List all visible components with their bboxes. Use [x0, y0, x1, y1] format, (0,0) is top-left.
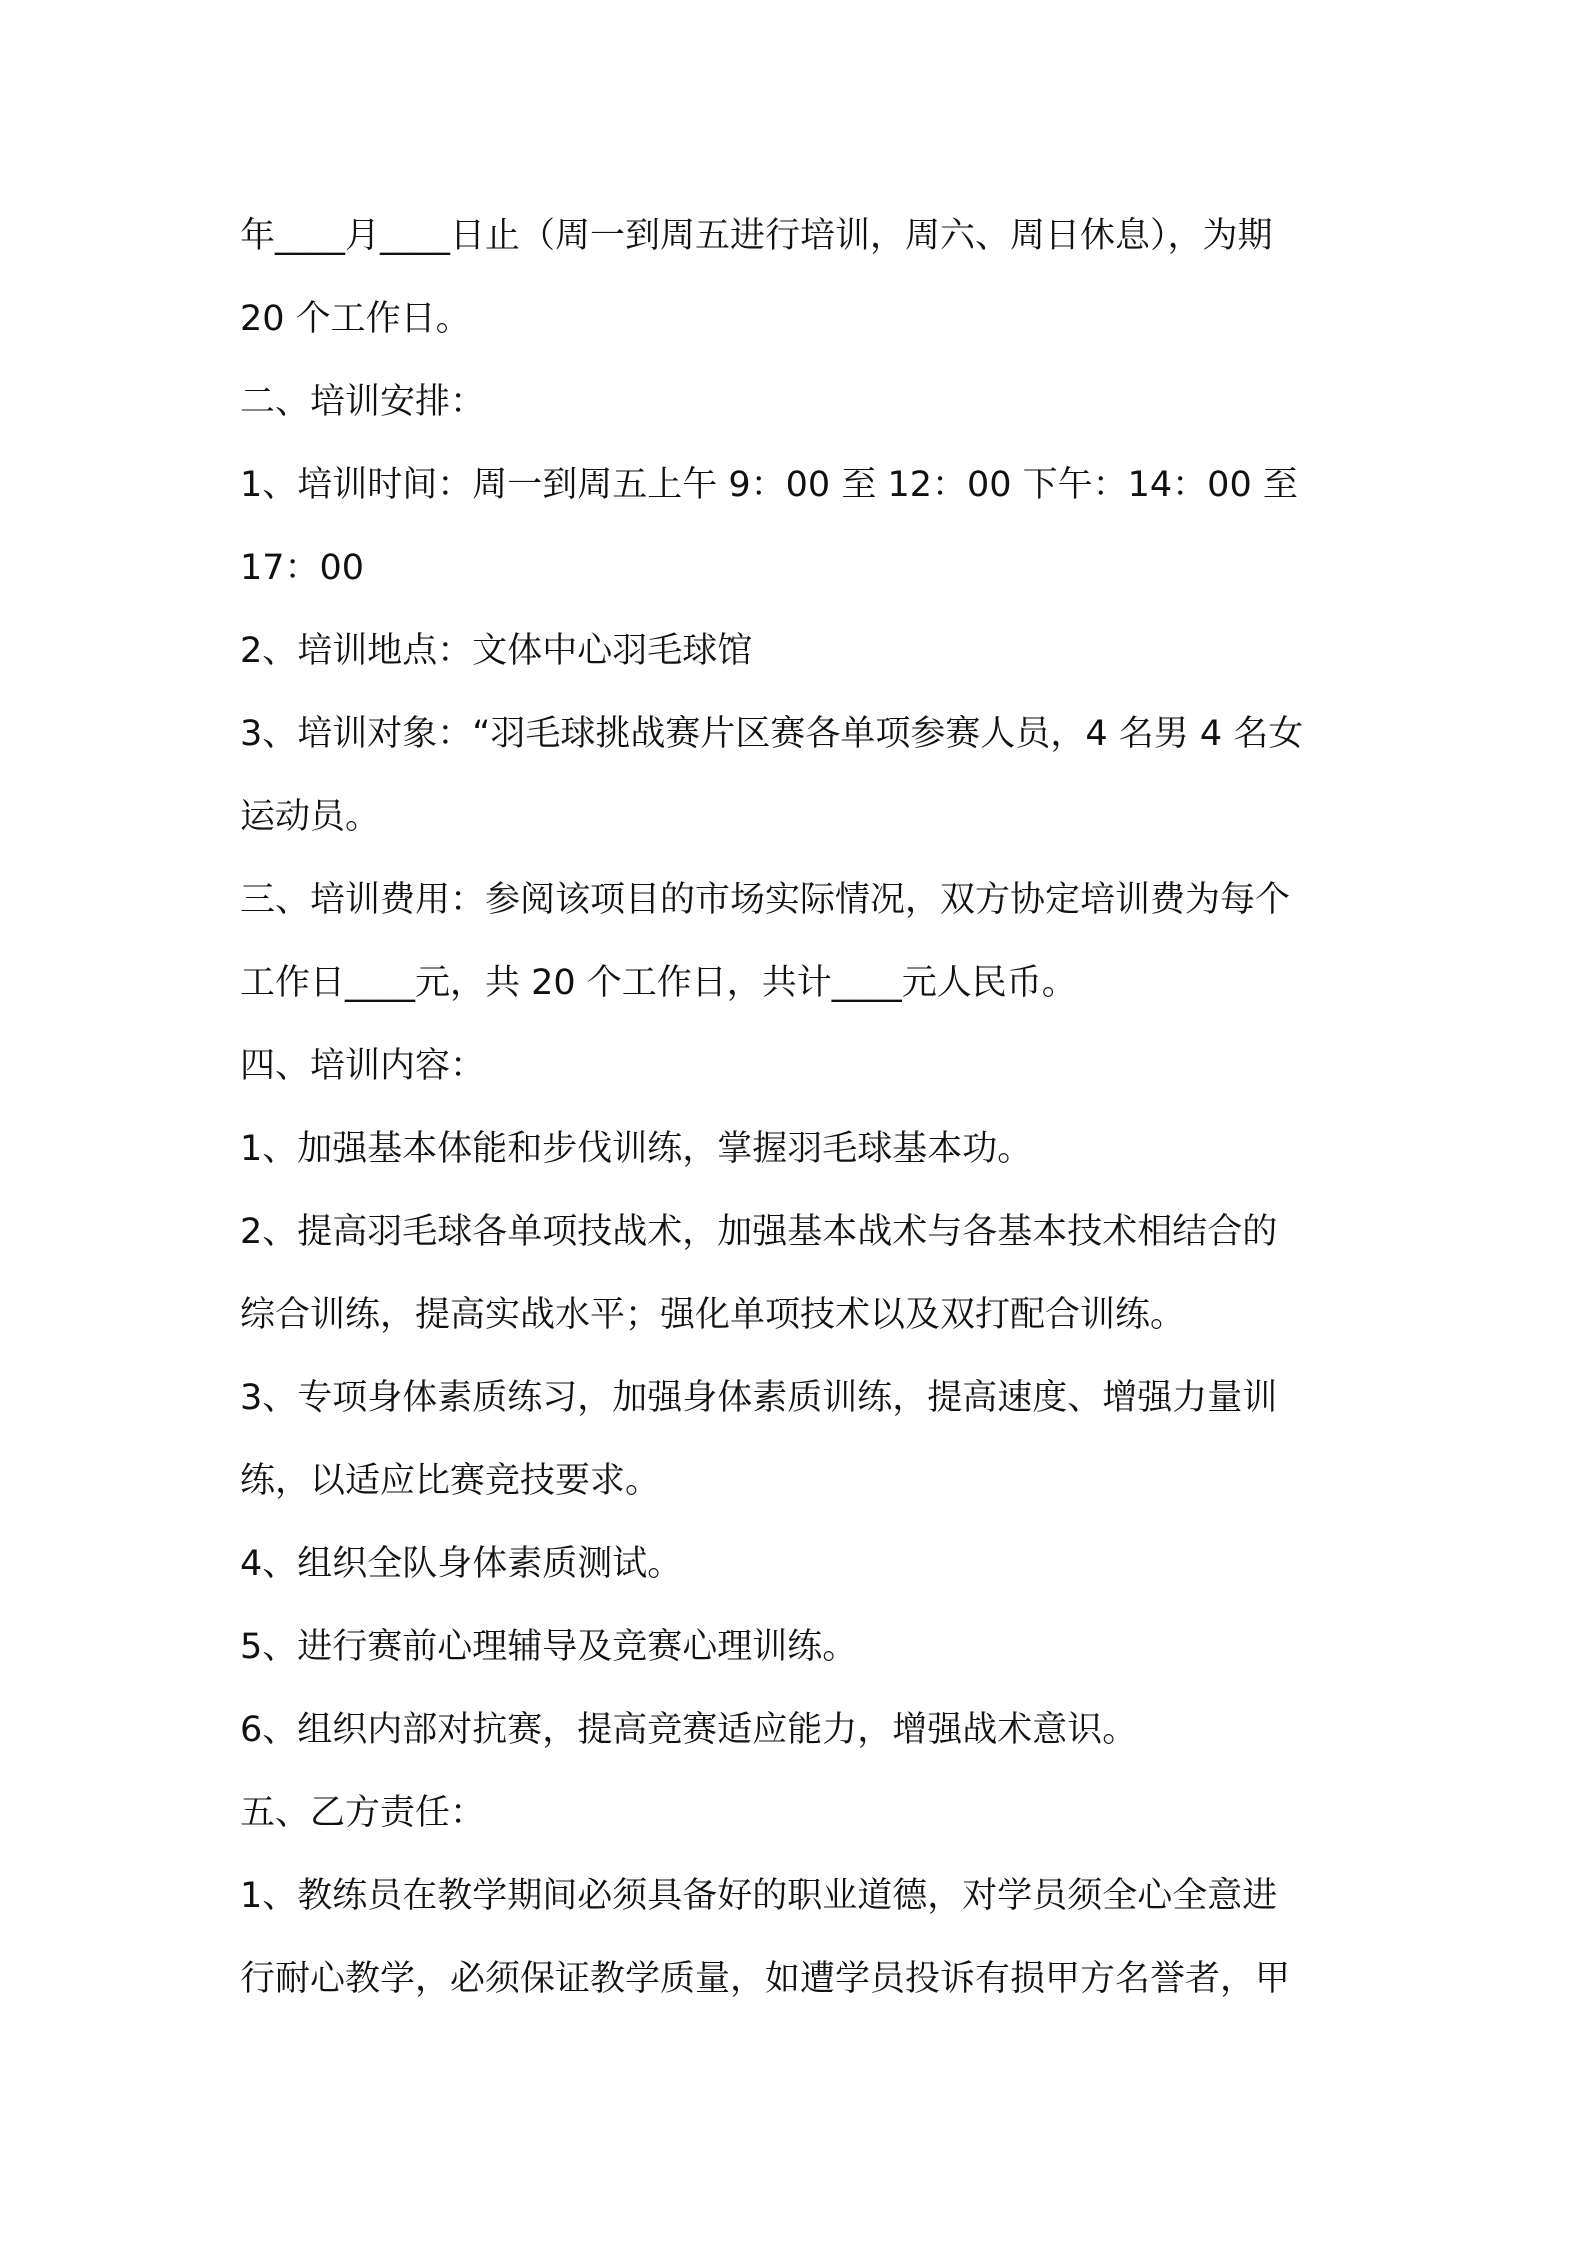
text-line: 3、专项身体素质练习，加强身体素质训练，提高速度、增强力量训 [240, 1378, 1278, 1418]
document-body [240, 195, 1360, 2021]
text-line: 1、加强基本体能和步伐训练，掌握羽毛球基本功。 [240, 1129, 1033, 1169]
text-line: 1、培训时间：周一到周五上午 9：00 至 12：00 下午：14：00 至 [240, 465, 1298, 505]
text-line: 5、进行赛前心理辅导及竞赛心理训练。 [240, 1627, 858, 1667]
text-line: 6、组织内部对抗赛，提高竞赛适应能力，增强战术意识。 [240, 1710, 1138, 1750]
text-line: 2、培训地点：文体中心羽毛球馆 [240, 631, 753, 671]
text-line: 年____月____日止（周一到周五进行培训，周六、周日休息），为期 [240, 216, 1273, 256]
text-line: 2、提高羽毛球各单项技战术，加强基本战术与各基本技术相结合的 [240, 1212, 1278, 1252]
section-heading: 四、培训内容： [240, 1046, 486, 1086]
text-line: 3、培训对象：“羽毛球挑战赛片区赛各单项参赛人员，4 名男 4 名女 [240, 714, 1304, 754]
text-line: 行耐心教学，必须保证教学质量，如遭学员投诉有损甲方名誉者，甲 [240, 1959, 1291, 1999]
text-line: 20 个工作日。 [240, 299, 471, 339]
section-heading: 二、培训安排： [240, 382, 486, 422]
text-line: 17：00 [240, 548, 365, 588]
text-line: 4、组织全队身体素质测试。 [240, 1544, 683, 1584]
text-line: 练，以适应比赛竞技要求。 [240, 1461, 661, 1501]
text-line: 工作日____元，共 20 个工作日，共计____元人民币。 [240, 963, 1077, 1003]
text-line: 运动员。 [240, 797, 381, 837]
section-heading: 五、乙方责任： [240, 1793, 486, 1833]
text-line: 1、教练员在教学期间必须具备好的职业道德，对学员须全心全意进 [240, 1876, 1278, 1916]
text-line: 三、培训费用：参阅该项目的市场实际情况，双方协定培训费为每个 [240, 880, 1291, 920]
text-line: 综合训练，提高实战水平；强化单项技术以及双打配合训练。 [240, 1295, 1186, 1335]
